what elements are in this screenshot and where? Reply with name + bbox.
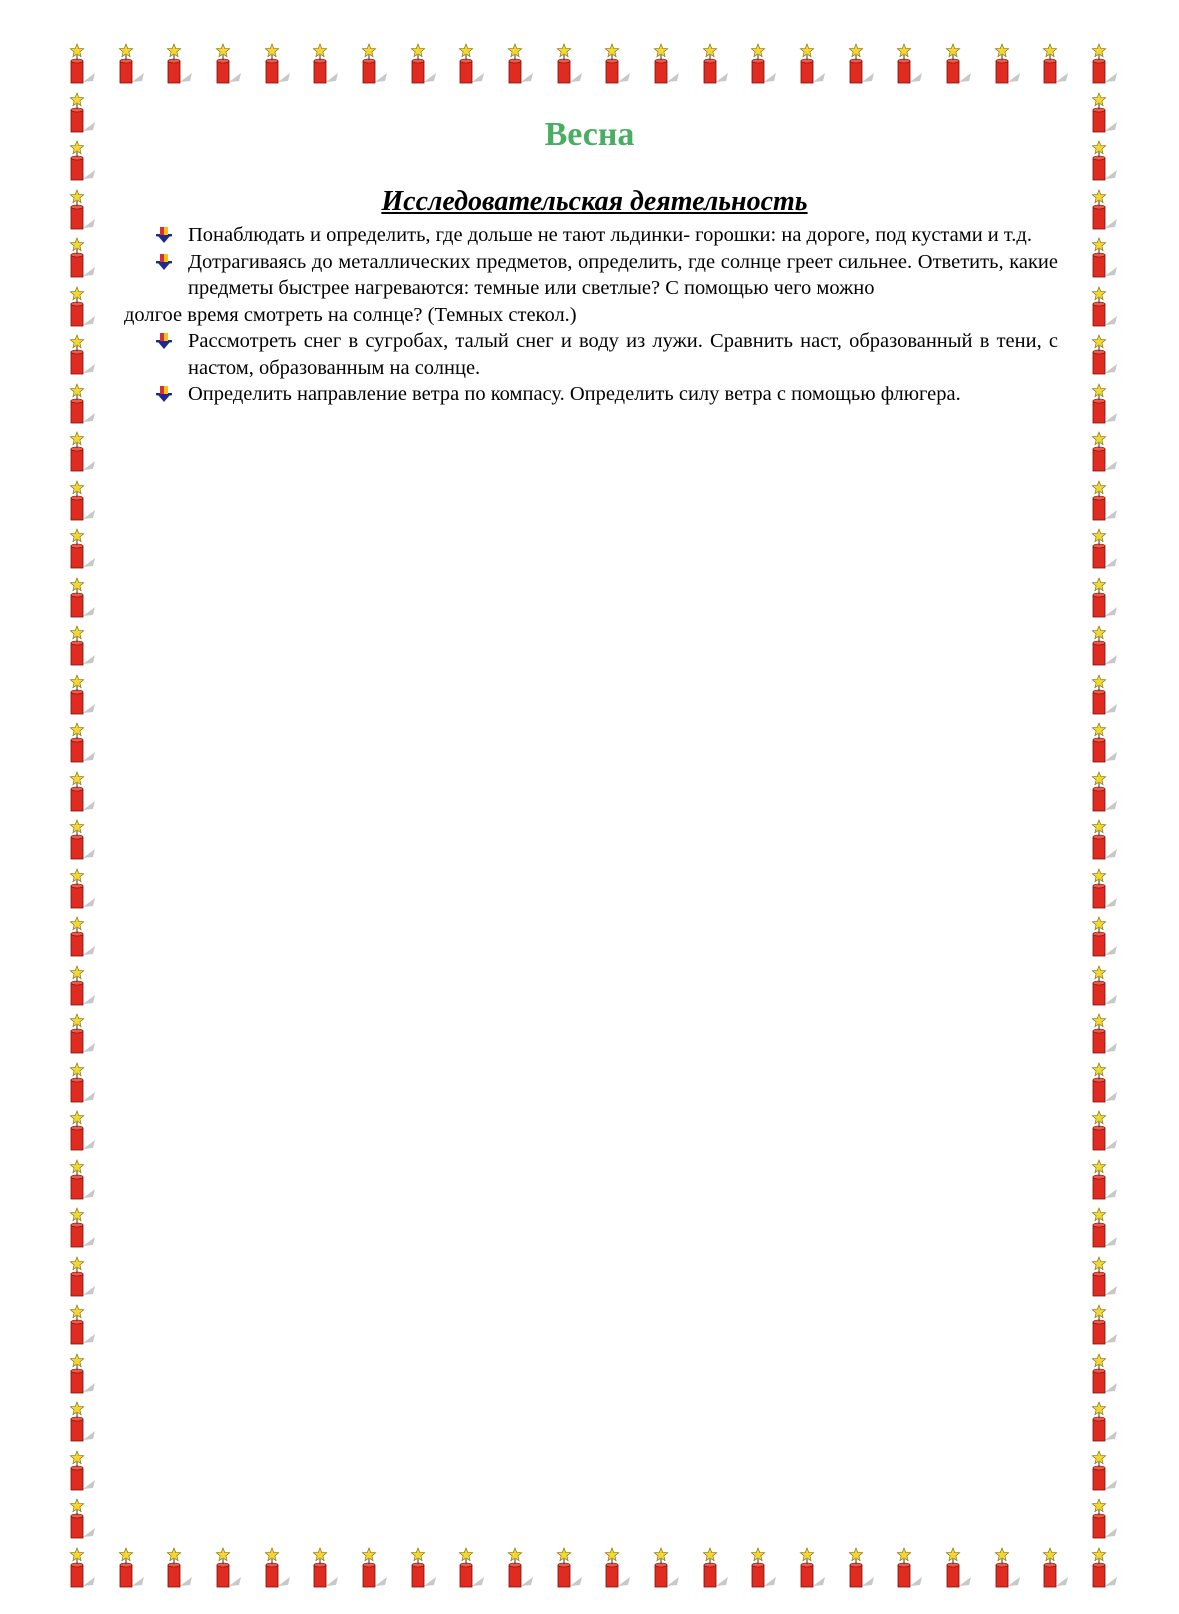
arrow-bullet-icon	[154, 226, 174, 244]
list-item	[188, 381, 1058, 408]
firecracker-icon	[703, 1548, 728, 1587]
firecracker-icon	[1092, 1014, 1117, 1053]
firecracker-icon	[1092, 529, 1117, 568]
firecracker-icon	[1092, 626, 1117, 665]
arrow-bullet-icon	[154, 385, 174, 403]
firecracker-icon	[995, 44, 1020, 83]
firecracker-icon	[70, 966, 95, 1005]
firecracker-icon	[1092, 481, 1117, 520]
firecracker-icon	[70, 626, 95, 665]
firecracker-icon	[70, 1499, 95, 1538]
firecracker-icon	[119, 1548, 144, 1587]
firecracker-icon	[70, 1063, 95, 1102]
firecracker-icon	[70, 529, 95, 568]
firecracker-icon	[70, 1257, 95, 1296]
firecracker-icon	[70, 869, 95, 908]
firecracker-icon	[362, 44, 387, 83]
list-item-text: Дотрагиваясь до металлических предметов, определить, где солнце греет сильнее. Ответить, какие предметы быстрее нагреваются: темные или светлые? С помощью чего можно	[188, 250, 1058, 299]
firecracker-icon	[70, 481, 95, 520]
firecracker-icon	[1092, 1499, 1117, 1538]
firecracker-icon	[849, 1548, 874, 1587]
firecracker-icon	[1092, 1354, 1117, 1393]
arrow-bullet-icon	[154, 253, 174, 271]
firecracker-icon	[70, 723, 95, 762]
firecracker-icon	[70, 1354, 95, 1393]
page-subtitle: Исследовательская деятельность	[381, 186, 808, 217]
firecracker-icon	[459, 1548, 484, 1587]
arrow-bullet-icon	[154, 332, 174, 350]
list-item-text: Определить направление ветра по компасу. Определить силу ветра с помощью флюгера.	[188, 383, 961, 405]
firecracker-icon	[1092, 772, 1117, 811]
firecracker-icon	[70, 1305, 95, 1344]
activity-list	[0, 222, 1179, 408]
list-item-text: Рассмотреть снег в сугробах, талый снег и воду из лужи. Сравнить наст, образованный в тени, с настом, образованным на солнце.	[188, 330, 1058, 379]
firecracker-icon	[1092, 1451, 1117, 1490]
firecracker-icon	[70, 1402, 95, 1441]
firecracker-icon	[70, 1208, 95, 1247]
firecracker-icon	[1092, 966, 1117, 1005]
firecracker-icon	[557, 1548, 582, 1587]
firecracker-icon	[265, 1548, 290, 1587]
firecracker-icon	[459, 44, 484, 83]
firecracker-icon	[751, 44, 776, 83]
firecracker-icon	[167, 44, 192, 83]
firecracker-icon	[1092, 1111, 1117, 1150]
firecracker-icon	[800, 1548, 825, 1587]
firecracker-icon	[1092, 675, 1117, 714]
firecracker-icon	[1092, 1208, 1117, 1247]
firecracker-icon	[70, 820, 95, 859]
firecracker-icon	[411, 44, 436, 83]
firecracker-icon	[216, 44, 241, 83]
firecracker-icon	[70, 1548, 95, 1587]
firecracker-icon	[362, 1548, 387, 1587]
firecracker-icon	[508, 44, 533, 83]
list-item	[188, 249, 1058, 302]
firecracker-icon	[654, 44, 679, 83]
firecracker-icon	[70, 1451, 95, 1490]
firecracker-icon	[1043, 1548, 1068, 1587]
firecracker-icon	[119, 44, 144, 83]
firecracker-icon	[70, 772, 95, 811]
firecracker-icon	[654, 1548, 679, 1587]
firecracker-icon	[265, 44, 290, 83]
firecracker-icon	[1092, 1548, 1117, 1587]
firecracker-icon	[508, 1548, 533, 1587]
firecracker-icon	[557, 44, 582, 83]
firecracker-icon	[313, 44, 338, 83]
plain-paragraph	[124, 302, 1058, 329]
firecracker-icon	[1092, 1063, 1117, 1102]
firecracker-icon	[703, 44, 728, 83]
firecracker-icon	[411, 1548, 436, 1587]
firecracker-icon	[1092, 1305, 1117, 1344]
paragraph-text: долгое время смотреть на солнце? (Темных стекол.)	[124, 303, 577, 326]
firecracker-icon	[70, 44, 95, 83]
firecracker-icon	[216, 1548, 241, 1587]
list-item	[188, 222, 1058, 249]
firecracker-icon	[849, 44, 874, 83]
firecracker-icon	[1092, 432, 1117, 471]
firecracker-icon	[897, 44, 922, 83]
firecracker-icon	[1092, 820, 1117, 859]
firecracker-icon	[167, 1548, 192, 1587]
firecracker-icon	[946, 44, 971, 83]
firecracker-icon	[897, 1548, 922, 1587]
firecracker-icon	[70, 578, 95, 617]
firecracker-icon	[800, 44, 825, 83]
firecracker-icon	[946, 1548, 971, 1587]
firecracker-icon	[1092, 1402, 1117, 1441]
firecracker-icon	[1043, 44, 1068, 83]
page-title: Весна	[544, 116, 635, 153]
firecracker-icon	[605, 44, 630, 83]
firecracker-icon	[1092, 1160, 1117, 1199]
firecracker-icon	[70, 1160, 95, 1199]
firecracker-icon	[1092, 917, 1117, 956]
firecracker-icon	[1092, 723, 1117, 762]
list-item-text: Понаблюдать и определить, где дольше не тают льдинки- горошки: на дороге, под кустами и т.д.	[188, 224, 1032, 246]
firecracker-icon	[1092, 44, 1117, 83]
firecracker-icon	[70, 675, 95, 714]
firecracker-icon	[70, 1014, 95, 1053]
firecracker-icon	[995, 1548, 1020, 1587]
firecracker-icon	[70, 1111, 95, 1150]
firecracker-icon	[70, 432, 95, 471]
firecracker-icon	[1092, 578, 1117, 617]
list-item	[188, 328, 1058, 381]
firecracker-icon	[70, 917, 95, 956]
firecracker-icon	[1092, 869, 1117, 908]
firecracker-icon	[313, 1548, 338, 1587]
firecracker-icon	[751, 1548, 776, 1587]
firecracker-icon	[605, 1548, 630, 1587]
firecracker-icon	[1092, 1257, 1117, 1296]
